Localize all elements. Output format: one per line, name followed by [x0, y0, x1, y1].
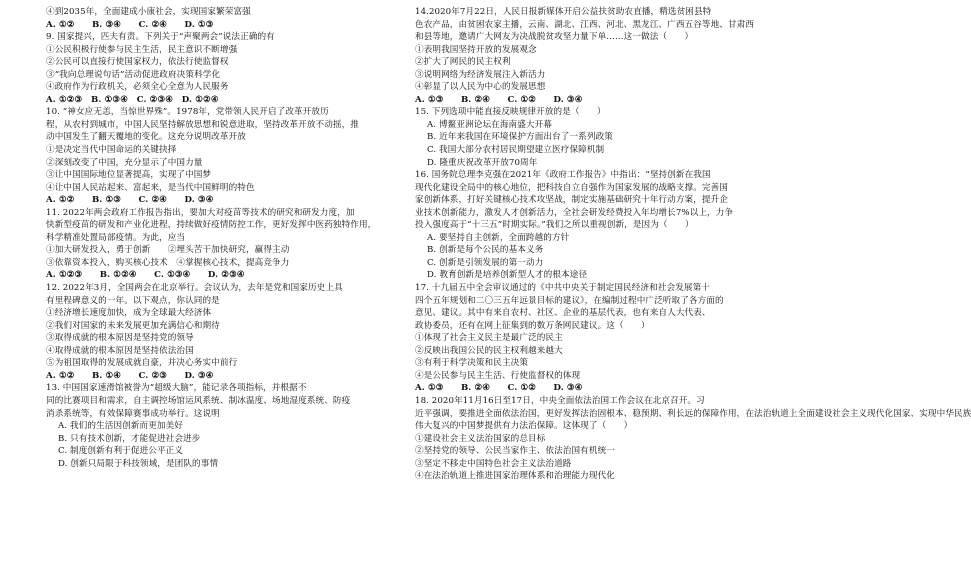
text-line: 意见、建议。其中有来自农村、社区、企业的基层代表，也有来自人大代表、 [415, 308, 711, 319]
text-line: 快新型疫苗的研发和产业化进程，持续做好疫情防控工作，更好发挥中医药独特作用， [46, 220, 377, 231]
text-line: ①公民积极行使参与民主生活，民主意识不断增强 [46, 44, 238, 55]
text-line: 9. 国家提兴，匹夫有责。下列关于“声聚两会”说法正确的有 [46, 32, 275, 43]
text-line: ④取得成就的根本原因是坚持依法治国 [46, 345, 194, 356]
text-line: 16. 国务院总理李克强在2021年《政府工作报告》中指出：“坚持创新在我国 [415, 170, 711, 181]
text-line: ①体现了社会主义民主是最广泛的民主 [415, 333, 563, 344]
text-line: ②扩大了网民的民主权利 [415, 57, 511, 68]
text-line: ③“我向总理说句话”活动促进政府决策科学化 [46, 69, 221, 80]
text-line: A. ①② B. ③④ C. ②④ D. ①③ [46, 19, 214, 30]
text-line: ②坚持党的领导、公民当家作主、依法治国有机统一 [415, 446, 615, 457]
text-line: C. 制度创新有利于促进公平正义 [58, 446, 184, 457]
text-line: C. 我国大部分农村居民期望建立医疗保障机制 [427, 145, 605, 156]
text-line: ①经济增长速度加快，成为全球最大经济体 [46, 308, 212, 319]
text-line: B. 只有技术创新，才能促进社会进步 [58, 433, 201, 444]
text-line: ④在法治轨道上推进国家治理体系和治理能力现代化 [415, 471, 615, 482]
text-line: 消杀系统等，有效保障赛事成功举行。这说明 [46, 408, 220, 419]
text-line: A. ①③ B. ②④ C. ①② D. ③④ [415, 94, 583, 105]
text-line: ②反映出我国公民的民主权利越来越大 [415, 345, 563, 356]
right-column [415, 6, 971, 483]
text-line: ③依靠资本投入，购买核心技术 ④掌握核心技术，提高竞争力 [46, 257, 290, 268]
text-line: A. ①② B. ①④ C. ②③ D. ③④ [46, 370, 214, 381]
text-line: 12. 2022年3月，全国两会在北京举行。会议认为，去年是党和国家历史上具 [46, 283, 343, 294]
text-line: A. ①②③ B. ①③④ C. ②③④ D. ①②④ [46, 94, 219, 105]
text-line: ⑤为祖国取得的发展成就自豪，并决心务实中前行 [46, 358, 238, 369]
text-line: 17. 十九届五中全会审议通过的《中共中央关于制定国民经济和社会发展第十 [415, 283, 710, 294]
text-line: 14.2020年7月22日，人民日报新媒体开启公益扶贫助农直播，精选贫困县特 [415, 7, 712, 17]
text-line: 投入强度高于“十三五”时期实际。”我们之所以重视创新，是因为（ ） [415, 220, 694, 231]
text-line: 有里程碑意义的一年。以下观点，你认同的是 [46, 295, 220, 306]
text-line: B. 近年来我国在环境保护方面出台了一系列政策 [427, 132, 613, 143]
text-line: ②公民可以直接行使国家权力，依法行使监督权 [46, 57, 229, 68]
text-line: D. 隆重庆祝改革开放70周年 [427, 157, 538, 168]
text-line: 11. 2022年两会政府工作报告指出，要加大对疫苗等技术的研究和研发力度，加 [46, 207, 355, 218]
text-line: 18. 2020年11月16日至17日，中央全面依法治国工作会议在北京召开。习 [415, 395, 705, 406]
text-line: ①表明我国坚持开放的发展观念 [415, 44, 537, 55]
text-line: 同的比赛项目和需求，自主调控场馆运风系统、制冰温度、场地湿度系统、防疫 [46, 395, 351, 406]
text-line: 政协委员，还有在网上征集到的数万条网民建议。这（ ） [415, 320, 650, 331]
text-line: ③说明网络为经济发展注入新活力 [415, 69, 546, 80]
text-line: ①是决定当代中国命运的关键抉择 [46, 145, 177, 156]
text-line: 科学精准处置局部疫情。为此，应当 [46, 232, 186, 243]
text-line: 程，从农村到城市，中国人民坚持解放思想和锐意进取，坚持改革开放不动摇，推 [46, 119, 359, 130]
text-line: ④是公民参与民主生活、行使监督权的体现 [415, 370, 581, 381]
text-line: 伟大复兴的中国梦提供有力法治保障。这体现了（ ） [415, 421, 633, 432]
text-line: A. ①② B. ①③ C. ②④ D. ③④ [46, 195, 214, 206]
text-line: ④彰显了以人民为中心的发展思想 [415, 82, 546, 93]
text-line: A. 我们的生活因创新而更加美好 [58, 421, 183, 432]
text-line: 15. 下列选项中能直接反映规律开放的是（ ） [415, 107, 606, 118]
text-line: ③取得成就的根本原因是坚持党的领导 [46, 333, 194, 344]
text-line: D. 教育创新是培养创新型人才的根本途径 [427, 270, 588, 281]
text-line: 四个五年规划和二〇三五年远景目标的建议》，在编制过程中广泛听取了各方面的 [415, 295, 724, 306]
text-line: ④政府作为行政机关，必须全心全意为人民服务 [46, 82, 229, 93]
text-line: 近平强调，要推进全面依法治国，更好发挥法治固根本、稳预期、利长远的保障作用，在法治轨道上全面建设社会主义现代化国家、实现中华民族 [415, 408, 971, 419]
text-line: 13. 中国国家速滑馆被誉为“超级大脑”，能记录各项指标，并根据不 [46, 383, 307, 394]
text-line: ①建设社会主义法治国家的总目标 [415, 433, 546, 444]
text-line: B. 创新是每个公民的基本义务 [427, 245, 544, 256]
text-line: ②深刻改变了中国，充分显示了中国力量 [46, 157, 203, 168]
text-line: 家创新体系，打好关键核心技术攻坚战，制定实施基础研究十年行动方案，提升企 [415, 195, 728, 206]
text-line: 动中国发生了翻天覆地的变化。这充分说明改革开放 [46, 132, 246, 143]
text-line: ④到2035年，全面建成小康社会，实现国家繁荣富强 [46, 7, 251, 17]
text-line: ③有利于科学决策和民主决策 [415, 358, 529, 369]
text-line: ③让中国国际地位显著提高，实现了中国梦 [46, 170, 212, 181]
text-line: A. ①③ B. ②④ C. ①② D. ③④ [415, 383, 583, 394]
text-line: ③坚定不移走中国特色社会主义法治道路 [415, 458, 572, 469]
text-line: A. ①②③ B. ①②④ C. ①③④ D. ②③④ [46, 270, 245, 281]
left-column [46, 6, 376, 470]
text-line: D. 创新只局限于科技领域，是团队的事情 [58, 458, 219, 469]
text-line: 现代化建设全局中的核心地位，把科技自立自强作为国家发展的战略支撑。完善国 [415, 182, 728, 193]
text-line: A. 博鳌亚洲论坛在海南盛大开幕 [427, 119, 552, 130]
text-line: 10. “神女应无恙，当惊世界殊”。1978年，党带领人民开启了改革开放历 [46, 107, 329, 118]
text-line: C. 创新是引领发展的第一动力 [427, 257, 544, 268]
text-line: ②我们对国家的未来发展更加充满信心和期待 [46, 320, 220, 331]
text-line: 和县等地，邀请广大网友为决战脱贫攻坚力量下单……这一做法（ ） [415, 32, 694, 43]
text-line: 业技术创新能力，激发人才创新活力，全社会研发经费投入年均增长7%以上，力争 [415, 207, 734, 218]
text-line: 色农产品，由贫困农家主播，云南、湖北、江西、河北、黑龙江、广西五谷等地、甘肃西 [415, 19, 755, 30]
text-line: ④让中国人民站起来、富起来，是当代中国鲜明的特色 [46, 182, 255, 193]
text-line: A. 要坚持自主创新，全面跨越的方针 [427, 232, 570, 243]
text-line: ①加大研发投入，勇于创新 ②埋头苦干加快研究，赢得主动 [46, 245, 290, 256]
